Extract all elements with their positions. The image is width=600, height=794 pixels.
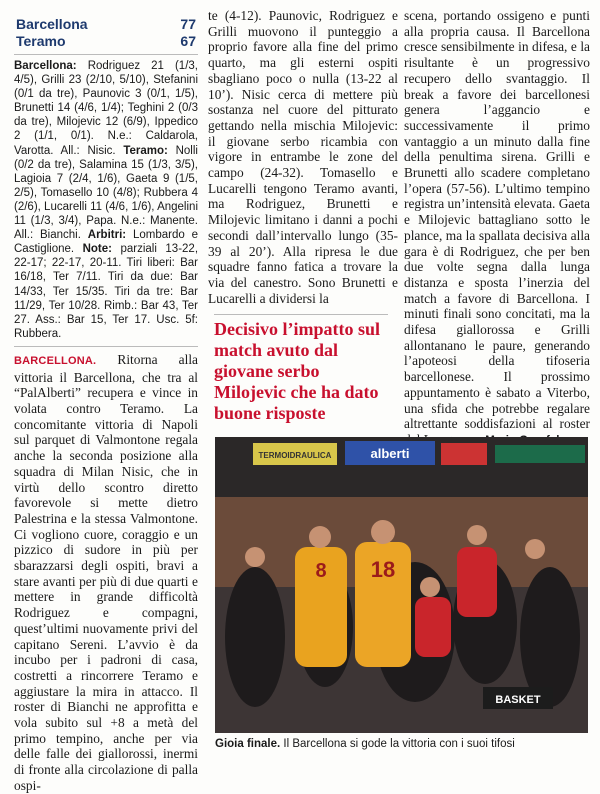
away-score: 67 <box>180 33 196 49</box>
home-label: Barcellona: <box>14 60 77 72</box>
referees-label: Arbitri: <box>87 229 127 242</box>
celebration-photo <box>215 437 588 733</box>
notes-label: Note: <box>82 243 112 256</box>
article-col2: te (4-12). Paunovic, Rodriguez e Grilli muovono il punteggio a proprio favore alla fine del primo quarto, ma gli esterni ospiti sbagliano poco o nulla (13-22 al 10’). Nisic cerca di mettere più sostanza nel cuore del pitturato gettando nella mischia Milojevic: il giovane serbo ricambia con vigore in entrambe le zone del campo (24-32). Tomasello e Lucarelli tengono Teramo avanti, ma Rodriguez, Brunetti e Milojevic limitano i danni a pochi secondi dall’intervallo lungo (35-39 al 20’). Alla ripresa le due squadre fanno fatica a trovare la via del canestro. Sono Brunetti e Lucarelli a dividersi la <box>208 8 398 306</box>
banner-2-text: alberti <box>370 446 410 461</box>
article-col3 <box>404 0 590 450</box>
jersey-2-number: 18 <box>370 557 396 582</box>
photo-caption <box>215 737 588 751</box>
notes-text: parziali 13-22, 22-17; 22-17, 20-11. Tiri liberi: Bar 16/18, Ter 7/11. Tiri da due: Bar 14/33, Ter 15/35. Tiri da tre: Bar 11/29, Ter 10/28. Rimb.: Bar 43, Ter 27. Ass.: Bar 15, Ter 17. Usc. 5f: Rubbera. <box>14 243 199 340</box>
dateline: BARCELLONA. <box>14 354 97 367</box>
away-players: Nolli (0/2 da tre), Salamina 15 (1/3, 3/5), Lagioia 7 (2/4, 1/6), Gaeta 9 (1/5, 2/5), Tomasello 10 (4/8); Rubbera 4 (2/6), Lucarelli 11 (4/6, 1/6), Angelini 11 (1/3, 3/4), Papa. N.e.: Manente. All.: Bianchi. <box>14 144 198 242</box>
jersey-1-number: 8 <box>315 560 327 582</box>
away-team: Teramo <box>16 33 66 49</box>
scoreboard <box>14 0 198 55</box>
home-team: Barcellona <box>16 16 88 32</box>
banner-1-text: TERMOIDRAULICA <box>258 451 332 460</box>
column-1 <box>14 0 198 794</box>
photo-illustration <box>215 437 588 733</box>
banner-3-text: BASKET <box>495 694 541 706</box>
box-score <box>14 59 198 341</box>
column-2 <box>208 0 398 306</box>
article-col1 <box>14 346 198 794</box>
pull-quote <box>214 314 388 424</box>
referees-text: Lombardo e Castiglione. <box>14 229 198 256</box>
away-label: Teramo: <box>123 144 168 157</box>
article-text-3: scena, portando ossigeno e punti alla propria causa. Il Barcellona cresce sensibilmente in difesa, e la risultante è un progressivo recupero dello svantaggio. Il break a favore dei barcellonesi genera l’aggancio e successivamente il primo vantaggio a un minuto dalla fine della penultima sirena. Grilli e Brunetti allo scadere completano l’opera (57-56). L’ultimo tempino registra un’intensità elevata. Gaeta e Milojevic battagliano sotto le plance, ma la spallata decisiva alla gara è di Rodriguez, che per ben due volte segna dalla lunga distanza e sposta l’inerzia del match a favore di Barcellona. I minuti finali sono concitati, ma la difesa giallorossa e Grilli allontanano le paure, generando l’apoteosi della tifoseria barcellonese. Il prossimo appuntamento è sabato a Viterbo, una sfida che potrebbe regalare altrettante soddisfazioni al roster <box>404 8 590 432</box>
pull-quote-text: Decisivo l’impatto sul match avuto dal giovane serbo Milojevic che ha dato buone risposte <box>214 319 380 423</box>
article-text-1: Ritorna alla vittoria il Barcellona, che tra al “PalAlberti” recupera e vince in volata contro Teramo. La concomitante vittoria di Napoli sul parquet di Valmontone regala anche la seconda posizione alla squadra di Milan Nisic, che in virtù dello scontro diretto favorevole si mette dietro Palestrina e la stessa Valmontone. Ci vogliono cuore, coraggio e un pizzico di sudore in più per sbarazzarsi degli ospiti, bravi a stare avanti per più di due quarti e mettere in grande difficoltà Rodriguez e compagni, quest’ultimi nuovamente privi del capitano Sereni. L’avvio è da incubo per i padroni di casa, costretti a rincorrere Teramo e aggiustare la mira in attacco. Il roster di Bianchi ne approfitta e vola subito sul +8 a metà del primo tempino, anche per via delle falle dei giallorossi, inermi di fronte alla circolazione di palla ospi- <box>14 351 198 793</box>
column-3 <box>404 0 590 450</box>
caption-text: Il Barcellona si gode la vittoria con i suoi tifosi <box>283 738 515 750</box>
score-row-home <box>16 16 196 33</box>
score-row-away <box>16 33 196 50</box>
home-score: 77 <box>180 16 196 32</box>
caption-label: Gioia finale. <box>215 738 281 750</box>
home-players: Rodriguez 21 (1/3, 4/5), Grilli 23 (2/10, 5/10), Stefanini (0/1 da tre), Paunovic 3 (0/1, 1/5), Brunetti 14 (4/6, 1/4); Teghini 2 (0/3 da tre), Milojevic 12 (6/9), Ippedico 2 (1/1, 0/1). N.e.: Caldarola, Varotta. All.: Nisic. <box>14 60 198 157</box>
